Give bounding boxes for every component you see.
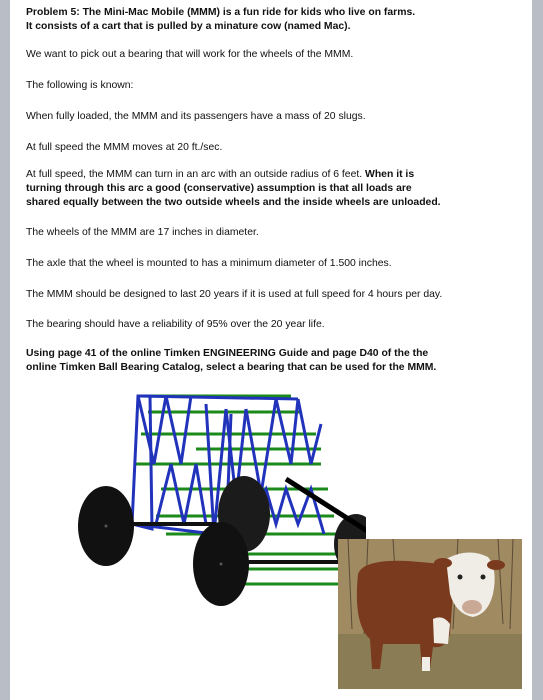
- life-text: The MMM should be designed to last 20 years if it is used at full speed for 4 hours per day.: [26, 289, 443, 300]
- reliability-text: The bearing should have a reliability of 95% over the 20 year life.: [26, 319, 325, 330]
- intro-text: We want to pick out a bearing that will work for the wheels of the MMM.: [26, 49, 354, 60]
- cow-eye-left: [458, 575, 463, 580]
- problem-title-line1: Problem 5: The Mini-Mac Mobile (MMM) is a fun ride for kids who live on farms.: [26, 7, 416, 18]
- problem-title-line2: It consists of a cart that is pulled by a minature cow (named Mac).: [26, 21, 351, 32]
- cart-illustration: [66, 384, 366, 614]
- cow-eye-right: [481, 575, 486, 580]
- arc-line1: [26, 168, 414, 181]
- wheel-hub: [105, 525, 108, 528]
- cow-legs-white: [422, 657, 430, 671]
- arc-line1-plain: At full speed, the MMM can turn in an arc with an outside radius of 6 feet.: [26, 169, 363, 180]
- arc-line3: shared equally between the two outside wheels and the inside wheels are unloaded.: [26, 197, 441, 208]
- wheel-hub: [220, 563, 223, 566]
- wheel-text: The wheels of the MMM are 17 inches in diameter.: [26, 227, 259, 238]
- arc-line1-bold: When it is: [365, 169, 415, 180]
- cow-photo: [338, 539, 522, 689]
- task-line2: online Timken Ball Bearing Catalog, select a bearing that can be used for the MMM.: [26, 362, 437, 373]
- speed-text: At full speed the MMM moves at 20 ft./sec.: [26, 142, 223, 153]
- cow-muzzle: [462, 600, 482, 614]
- mass-text: When fully loaded, the MMM and its passengers have a mass of 20 slugs.: [26, 111, 366, 122]
- known-header: The following is known:: [26, 80, 134, 91]
- axle-text: The axle that the wheel is mounted to has a minimum diameter of 1.500 inches.: [26, 258, 392, 269]
- cow-ear-left: [434, 558, 452, 568]
- task-line1: Using page 41 of the online Timken ENGINEERING Guide and page D40 of the the: [26, 348, 429, 359]
- arc-line2: turning through this arc a good (conservative) assumption is that all loads are: [26, 183, 412, 194]
- cow-chest-white: [433, 617, 450, 644]
- cow-ear-right: [487, 560, 505, 570]
